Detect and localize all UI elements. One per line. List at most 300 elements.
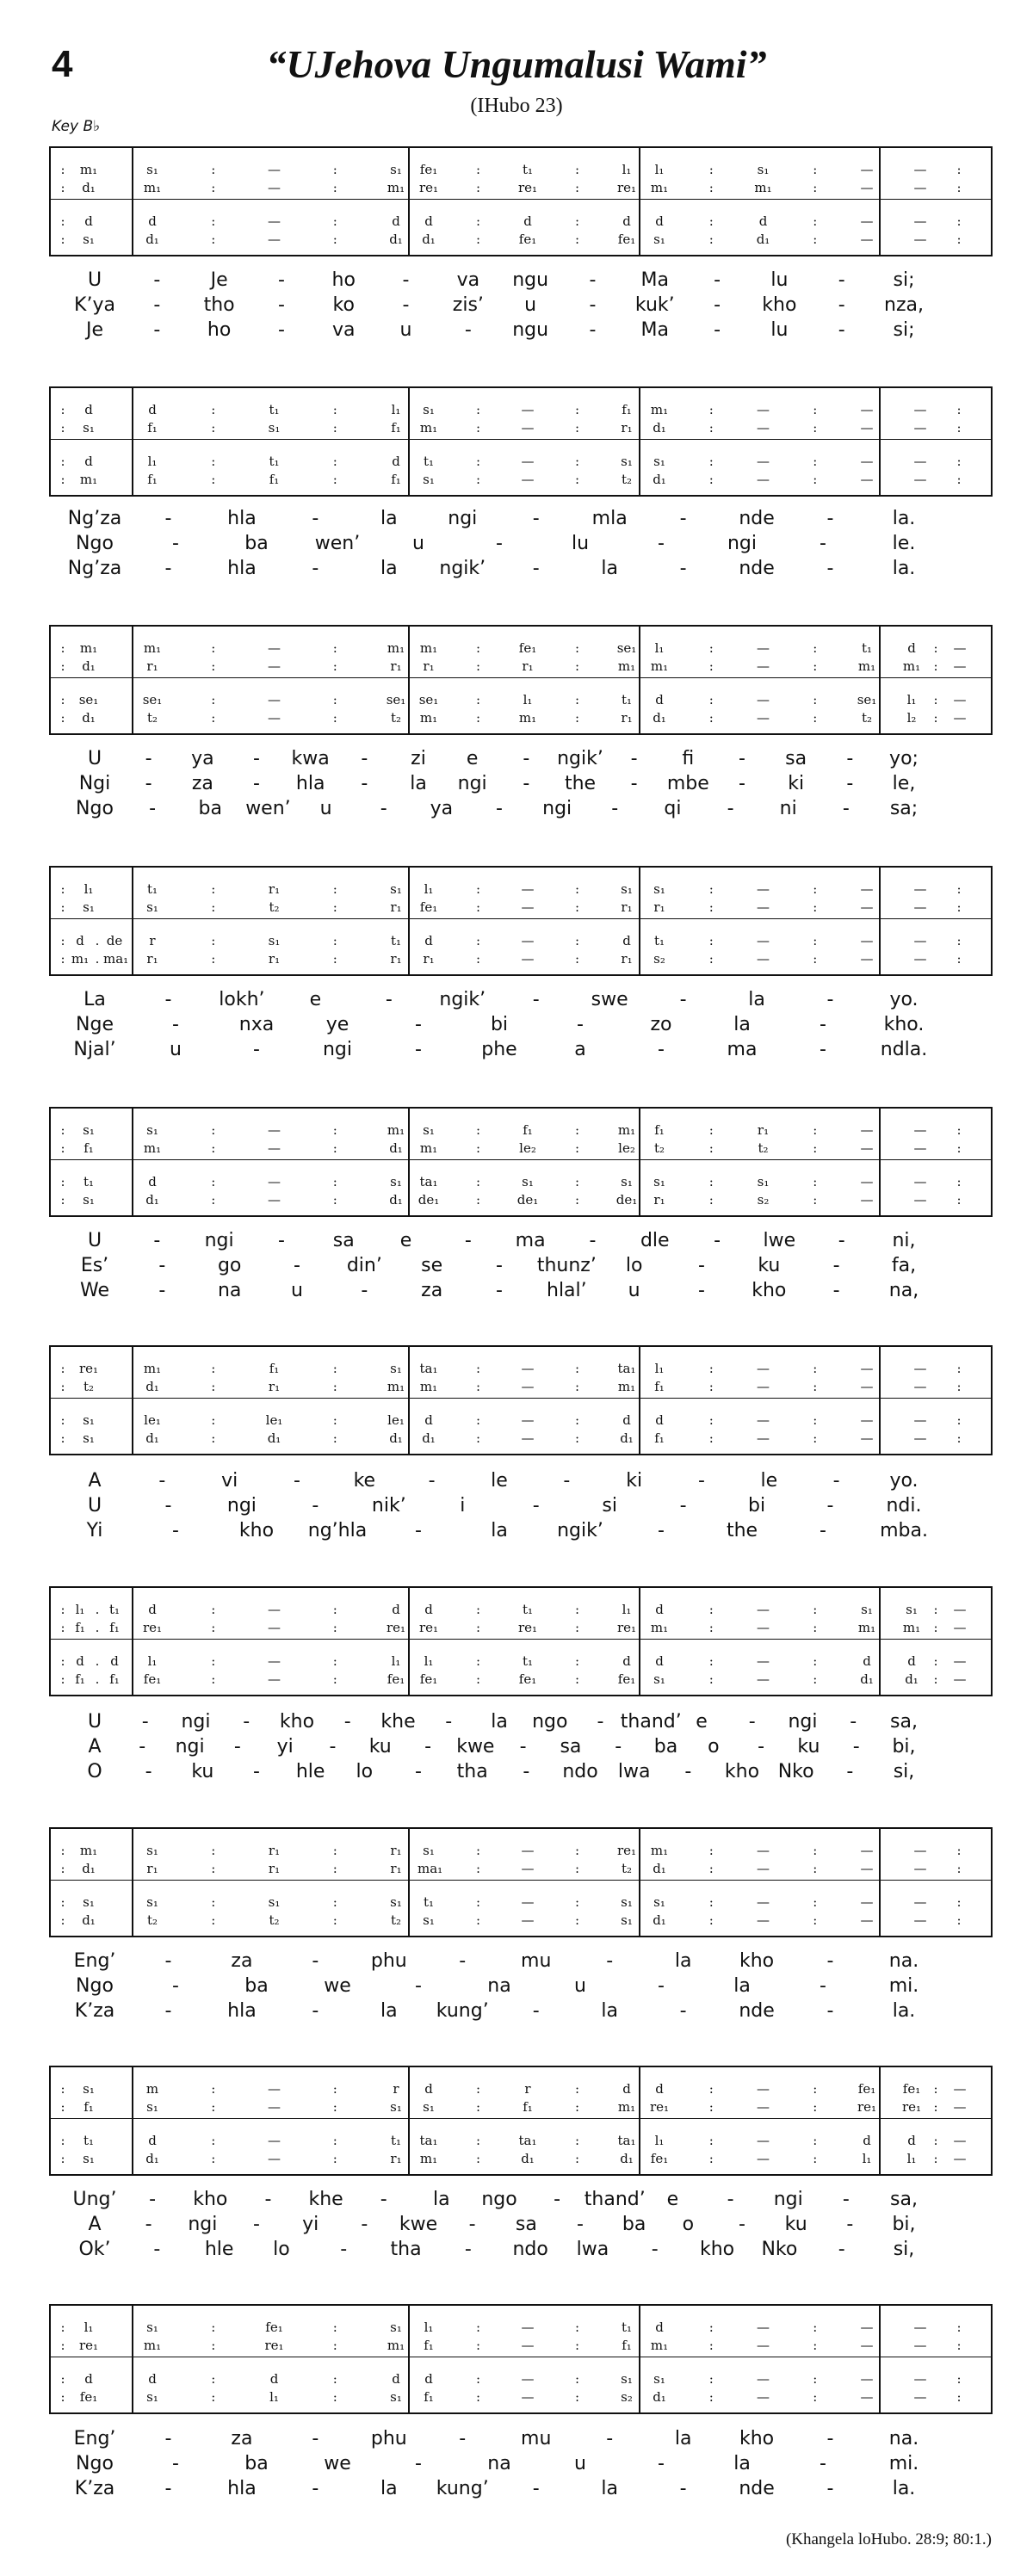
solfa-token: : xyxy=(60,658,65,674)
lyric-syllable: - xyxy=(172,1975,179,1997)
solfa-token: : xyxy=(956,213,962,229)
solfa-token: fe₁ xyxy=(265,2320,283,2335)
solfa-token: d xyxy=(907,1653,916,1669)
solfa-token: : xyxy=(211,1861,216,1876)
solfa-token: r₁ xyxy=(423,951,435,967)
solfa-token: d₁ xyxy=(653,1912,666,1928)
solfa-token: : xyxy=(574,1122,580,1138)
solfa-token: : xyxy=(332,933,337,948)
solfa-token: : xyxy=(813,1620,818,1635)
solfa-token: — xyxy=(268,640,281,656)
solfa-token: s₂ xyxy=(621,2389,633,2405)
solfa-token: t₁ xyxy=(269,454,280,469)
solfa-token: : xyxy=(475,2320,481,2335)
solfa-token: : xyxy=(708,1894,714,1910)
solfa-token: — xyxy=(521,2320,535,2335)
notation-row xyxy=(51,2320,991,2335)
lyric-syllable: Ngo xyxy=(76,1975,114,1997)
lyric-syllable: lokh’ xyxy=(219,989,265,1010)
notation-row xyxy=(51,1412,991,1428)
solfa-token: : xyxy=(211,2338,216,2353)
lyric-syllable: i xyxy=(460,1495,466,1517)
solfa-token: t₂ xyxy=(146,1912,158,1928)
lyric-syllable: - xyxy=(826,989,834,1010)
solfa-token: re₁ xyxy=(418,1620,439,1635)
solfa-token: : xyxy=(813,640,818,656)
lyric-syllable: - xyxy=(164,508,172,529)
solfa-token: : xyxy=(813,1912,818,1928)
solfa-token: m xyxy=(145,2081,159,2097)
solfa-token: — xyxy=(268,1192,281,1208)
lyric-syllable: a xyxy=(574,1039,586,1060)
lyric-syllable: ni xyxy=(779,798,797,819)
solfa-token: s₁ xyxy=(621,2371,633,2387)
solfa-token: t₂ xyxy=(861,710,873,726)
solfa-token: d₁ xyxy=(82,710,96,726)
solfa-token: l₁ xyxy=(84,2320,94,2335)
solfa-token: : xyxy=(813,658,818,674)
solfa-token: — xyxy=(757,1430,770,1446)
solfa-token: : xyxy=(708,951,714,967)
lyric-syllable: - xyxy=(153,269,161,291)
lyric-syllable: Ng’za xyxy=(67,558,122,579)
staff-divider xyxy=(51,1159,991,1160)
solfa-token: r₁ xyxy=(390,1861,402,1876)
solfa-token: d₁ xyxy=(145,2151,159,2166)
solfa-token: d xyxy=(84,2371,93,2387)
solfa-token: d₁ xyxy=(82,658,96,674)
solfa-token: : xyxy=(475,2151,481,2166)
solfa-token: : xyxy=(475,1861,481,1876)
lyric-syllable: na xyxy=(487,1975,511,1997)
solfa-token: — xyxy=(268,2151,281,2166)
solfa-token: : xyxy=(574,1620,580,1635)
staff-divider xyxy=(51,1880,991,1881)
solfa-token: : xyxy=(708,1912,714,1928)
solfa-token: : xyxy=(813,1430,818,1446)
lyric-syllable: u xyxy=(628,1280,640,1301)
solfa-token: l₁ xyxy=(654,2133,665,2148)
music-system xyxy=(49,1345,993,1455)
solfa-token: : xyxy=(813,899,818,915)
lyric-syllable: ko xyxy=(332,294,355,316)
lyric-syllable: ngi xyxy=(542,798,572,819)
lyric-syllable: - xyxy=(852,1736,860,1757)
solfa-token: : xyxy=(332,1602,337,1617)
notation-row xyxy=(51,2099,991,2115)
solfa-token: — xyxy=(913,899,927,915)
lyric-syllable: - xyxy=(832,1280,840,1301)
solfa-token: s₁ xyxy=(522,1174,534,1189)
lyric-syllable: A xyxy=(88,2214,102,2235)
solfa-token: : xyxy=(574,692,580,707)
solfa-token: : xyxy=(60,951,65,967)
solfa-token: : xyxy=(574,1379,580,1394)
solfa-token: : xyxy=(60,402,65,417)
solfa-token: t₁ xyxy=(269,402,280,417)
solfa-token: : xyxy=(813,1412,818,1428)
solfa-token: : xyxy=(813,402,818,417)
lyric-syllable: la xyxy=(601,558,618,579)
lyric-syllable: Ngo xyxy=(76,533,114,554)
lyric-syllable: - xyxy=(277,294,285,316)
solfa-token: d xyxy=(269,2371,279,2387)
lyric-syllable: u xyxy=(412,533,424,554)
solfa-token: f₁ xyxy=(523,2099,533,2115)
lyric-syllable: - xyxy=(496,1255,503,1276)
solfa-token: : xyxy=(574,1140,580,1156)
solfa-token: l₁ xyxy=(269,2389,279,2405)
solfa-token: : xyxy=(211,1140,216,1156)
solfa-token: : xyxy=(332,710,337,726)
lyric-syllable: la xyxy=(380,2000,398,2022)
lyric-syllable: - xyxy=(846,748,854,769)
lyric-syllable: ngik’ xyxy=(439,558,486,579)
solfa-token: m₁ xyxy=(857,1620,876,1635)
lyric-syllable: - xyxy=(385,989,393,1010)
solfa-token: d xyxy=(655,213,664,229)
solfa-token: s₂ xyxy=(653,951,665,967)
solfa-token: d xyxy=(424,1602,433,1617)
solfa-token: : xyxy=(332,881,337,897)
solfa-token: — xyxy=(757,2081,770,2097)
solfa-token: — xyxy=(757,1671,770,1687)
solfa-token: — xyxy=(757,933,770,948)
solfa-token: r xyxy=(149,933,156,948)
key-signature: Key B♭ xyxy=(52,118,101,135)
solfa-token: : xyxy=(956,2389,962,2405)
lyric-syllable: - xyxy=(361,748,368,769)
solfa-token: : xyxy=(956,951,962,967)
solfa-token: d xyxy=(622,2081,631,2097)
lyric-syllable: - xyxy=(651,2239,659,2260)
solfa-token: — xyxy=(860,2389,874,2405)
lyric-syllable: nik’ xyxy=(371,1495,406,1517)
solfa-token: — xyxy=(521,1412,535,1428)
solfa-token: . xyxy=(95,1602,100,1617)
lyric-syllable: Ma xyxy=(640,269,669,291)
solfa-token: : xyxy=(211,1671,216,1687)
lyric-syllable: - xyxy=(842,798,850,819)
lyric-syllable: yi xyxy=(302,2214,319,2235)
lyric-syllable: - xyxy=(361,2214,368,2235)
solfa-token: : xyxy=(211,162,216,177)
lyric-syllable: kho xyxy=(699,2239,735,2260)
lyric-syllable: - xyxy=(698,1470,705,1492)
solfa-token: : xyxy=(60,420,65,436)
solfa-token: f₁ xyxy=(654,1430,665,1446)
solfa-token: d xyxy=(863,2133,871,2148)
solfa-token: l₁ xyxy=(147,1653,158,1669)
solfa-token: : xyxy=(574,2338,580,2353)
solfa-token: : xyxy=(60,180,65,195)
solfa-token: : xyxy=(574,1653,580,1669)
solfa-token: — xyxy=(913,1412,927,1428)
solfa-token: d xyxy=(148,2133,157,2148)
solfa-token: f₁ xyxy=(109,1671,120,1687)
lyric-syllable: ye xyxy=(325,1014,349,1035)
lyric-syllable: Nko xyxy=(777,1761,814,1782)
notation-row xyxy=(51,1861,991,1876)
solfa-token: — xyxy=(757,2371,770,2387)
solfa-token: — xyxy=(860,1361,874,1376)
solfa-token: : xyxy=(475,1671,481,1687)
solfa-token: d xyxy=(392,454,400,469)
lyric-syllable: hle xyxy=(295,1761,325,1782)
solfa-token: : xyxy=(211,1843,216,1858)
lyric-syllable: La xyxy=(84,989,106,1010)
solfa-token: t₁ xyxy=(621,692,633,707)
solfa-token: : xyxy=(813,1671,818,1687)
lyric-syllable: ba xyxy=(244,2453,269,2474)
solfa-token: f₁ xyxy=(147,420,158,436)
solfa-token: d xyxy=(523,213,532,229)
solfa-token: : xyxy=(332,1192,337,1208)
solfa-token: : xyxy=(708,1653,714,1669)
solfa-token: — xyxy=(757,402,770,417)
solfa-token: m₁ xyxy=(387,180,405,195)
lyric-syllable: la. xyxy=(892,508,916,529)
lyric-syllable: - xyxy=(329,1736,337,1757)
lyric-syllable: - xyxy=(496,1280,503,1301)
solfa-token: : xyxy=(211,402,216,417)
solfa-token: : xyxy=(574,1843,580,1858)
solfa-token: m₁ xyxy=(617,658,636,674)
lyric-syllable: - xyxy=(153,1230,161,1251)
solfa-token: : xyxy=(956,1912,962,1928)
solfa-token: — xyxy=(521,1861,535,1876)
solfa-token: : xyxy=(60,1861,65,1876)
solfa-token: de₁ xyxy=(615,1192,638,1208)
solfa-token: : xyxy=(813,472,818,487)
lyric-syllable: mbe xyxy=(666,773,709,794)
lyric-syllable: mi. xyxy=(888,1975,919,1997)
solfa-token: d₁ xyxy=(653,472,666,487)
lyric-syllable: ngi xyxy=(448,508,478,529)
solfa-token: : xyxy=(708,1192,714,1208)
solfa-token: : xyxy=(813,1602,818,1617)
lyric-syllable: hla xyxy=(227,508,257,529)
lyric-syllable: A xyxy=(88,1470,102,1492)
solfa-token: re₁ xyxy=(616,1843,637,1858)
solfa-token: t₂ xyxy=(83,1379,95,1394)
lyric-syllable: - xyxy=(459,1950,467,1972)
lyric-syllable: ng’hla xyxy=(307,1520,368,1541)
lyric-syllable: - xyxy=(532,558,540,579)
solfa-token: — xyxy=(913,951,927,967)
solfa-token: : xyxy=(60,1174,65,1189)
solfa-token: r₁ xyxy=(522,658,534,674)
solfa-token: : xyxy=(956,420,962,436)
solfa-token: : xyxy=(813,180,818,195)
solfa-token: — xyxy=(913,162,927,177)
staff-divider xyxy=(51,918,991,919)
solfa-token: : xyxy=(211,2151,216,2166)
lyric-syllable: - xyxy=(264,2189,272,2210)
solfa-token: m₁ xyxy=(650,180,669,195)
lyric-syllable: the xyxy=(564,773,597,794)
lyric-syllable: - xyxy=(233,1736,241,1757)
lyric-syllable: - xyxy=(164,1950,172,1972)
solfa-token: : xyxy=(813,162,818,177)
solfa-token: : xyxy=(211,1379,216,1394)
solfa-token: : xyxy=(211,213,216,229)
solfa-token: t₁ xyxy=(423,1894,435,1910)
solfa-token: — xyxy=(953,1602,967,1617)
solfa-token: — xyxy=(860,1122,874,1138)
solfa-token: r₁ xyxy=(621,420,633,436)
solfa-token: : xyxy=(332,2081,337,2097)
notation-row xyxy=(51,232,991,247)
lyric-syllable: - xyxy=(164,2000,172,2022)
lyric-syllable: - xyxy=(532,2000,540,2022)
solfa-token: re₁ xyxy=(517,1620,538,1635)
lyric-syllable: ndo xyxy=(562,1761,598,1782)
lyric-syllable: la xyxy=(380,508,398,529)
solfa-token: — xyxy=(913,1912,927,1928)
lyric-syllable: u xyxy=(319,798,332,819)
solfa-token: : xyxy=(475,1361,481,1376)
solfa-token: ta₁ xyxy=(617,2133,636,2148)
solfa-token: d xyxy=(622,1653,631,1669)
lyric-syllable: e xyxy=(399,1230,412,1251)
lyric-syllable: - xyxy=(597,1711,604,1733)
solfa-token: : xyxy=(708,1602,714,1617)
lyric-syllable: - xyxy=(748,1711,756,1733)
lyric-syllable: - xyxy=(758,1736,765,1757)
solfa-token: — xyxy=(953,692,967,707)
solfa-token: t₂ xyxy=(269,1912,280,1928)
solfa-token: : xyxy=(574,1894,580,1910)
lyric-syllable: - xyxy=(589,269,597,291)
lyric-syllable: - xyxy=(846,2214,854,2235)
solfa-token: : xyxy=(813,1843,818,1858)
lyric-syllable: hla xyxy=(227,2478,257,2499)
solfa-token: s₁ xyxy=(390,1361,402,1376)
solfa-token: : xyxy=(956,1140,962,1156)
solfa-token: — xyxy=(757,1412,770,1428)
solfa-token: : xyxy=(574,2371,580,2387)
lyric-syllable: la xyxy=(733,2453,751,2474)
solfa-token: d xyxy=(655,692,664,707)
solfa-token: m₁ xyxy=(650,1843,669,1858)
lyric-syllable: wen’ xyxy=(314,533,361,554)
solfa-token: — xyxy=(860,232,874,247)
lyric-syllable: - xyxy=(312,2428,319,2449)
lyric-syllable: - xyxy=(277,269,285,291)
lyric-syllable: si, xyxy=(893,1761,915,1782)
solfa-token: d₁ xyxy=(389,1140,403,1156)
solfa-token: : xyxy=(708,1430,714,1446)
solfa-token: s₁ xyxy=(621,454,633,469)
lyric-syllable: - xyxy=(850,1711,857,1733)
solfa-token: : xyxy=(813,213,818,229)
solfa-token: — xyxy=(757,2099,770,2115)
solfa-token: t₂ xyxy=(621,1861,633,1876)
solfa-token: — xyxy=(757,640,770,656)
lyric-syllable: the xyxy=(726,1520,758,1541)
solfa-token: r₁ xyxy=(268,881,281,897)
solfa-token: f₁ xyxy=(269,1361,280,1376)
lyric-syllable: - xyxy=(312,2478,319,2499)
lyric-syllable: K’za xyxy=(74,2478,115,2499)
lyric-syllable: Ngi xyxy=(78,773,111,794)
lyric-syllable: zis’ xyxy=(452,294,484,316)
solfa-token: s₁ xyxy=(83,1122,95,1138)
solfa-token: — xyxy=(913,2320,927,2335)
lyric-syllable: - xyxy=(826,558,834,579)
solfa-token: d xyxy=(622,1412,631,1428)
solfa-token: — xyxy=(521,454,535,469)
solfa-token: : xyxy=(332,2371,337,2387)
solfa-token: m₁ xyxy=(419,1379,438,1394)
solfa-token: d xyxy=(424,1412,433,1428)
solfa-token: : xyxy=(475,2099,481,2115)
notation-row xyxy=(51,692,991,707)
solfa-token: : xyxy=(708,1379,714,1394)
solfa-token: — xyxy=(757,1379,770,1394)
solfa-token: : xyxy=(574,2320,580,2335)
solfa-token: fe₁ xyxy=(143,1671,162,1687)
solfa-token: : xyxy=(60,933,65,948)
solfa-token: s₁ xyxy=(906,1602,918,1617)
lyric-syllable: - xyxy=(445,1711,453,1733)
solfa-token: t₁ xyxy=(423,454,435,469)
solfa-token: : xyxy=(813,232,818,247)
lyric-syllable: bi, xyxy=(892,1736,916,1757)
solfa-token: s₁ xyxy=(653,1671,665,1687)
lyric-syllable: - xyxy=(658,2453,665,2474)
solfa-token: s₁ xyxy=(653,454,665,469)
solfa-token: d₁ xyxy=(756,232,770,247)
solfa-token: : xyxy=(813,881,818,897)
solfa-token: m₁ xyxy=(902,1620,921,1635)
lyric-syllable: - xyxy=(415,1014,422,1035)
lyric-syllable: ngi xyxy=(188,2214,218,2235)
lyric-syllable: ku xyxy=(797,1736,820,1757)
lyric-syllable: - xyxy=(523,773,530,794)
lyric-syllable: - xyxy=(532,989,540,1010)
solfa-token: — xyxy=(757,951,770,967)
solfa-token: — xyxy=(521,933,535,948)
lyric-syllable: - xyxy=(172,2453,179,2474)
solfa-token: l₁ xyxy=(424,2320,434,2335)
lyric-syllable: kwe xyxy=(399,2214,438,2235)
solfa-token: t₁ xyxy=(522,1602,534,1617)
solfa-token: r₁ xyxy=(390,1843,402,1858)
lyric-syllable: Eng’ xyxy=(73,2428,116,2449)
lyric-syllable: - xyxy=(312,1950,319,1972)
lyric-syllable: K’ya xyxy=(74,294,115,316)
solfa-token: m₁ xyxy=(79,1843,98,1858)
lyric-syllable: tha xyxy=(390,2239,422,2260)
solfa-token: ta₁ xyxy=(419,1361,438,1376)
solfa-token: — xyxy=(757,692,770,707)
lyric-syllable: mba. xyxy=(880,1520,928,1541)
solfa-token: fe₁ xyxy=(387,1671,405,1687)
lyric-syllable: - xyxy=(253,2214,260,2235)
lyric-syllable: - xyxy=(164,558,172,579)
solfa-token: : xyxy=(813,2338,818,2353)
solfa-token: : xyxy=(574,180,580,195)
solfa-token: m₁ xyxy=(419,420,438,436)
solfa-token: — xyxy=(268,2133,281,2148)
solfa-token: — xyxy=(757,881,770,897)
lyric-syllable: ndo xyxy=(512,2239,548,2260)
solfa-token: d xyxy=(863,1653,871,1669)
lyric-syllable: - xyxy=(464,1230,472,1251)
lyric-syllable: ngi xyxy=(181,1711,211,1733)
